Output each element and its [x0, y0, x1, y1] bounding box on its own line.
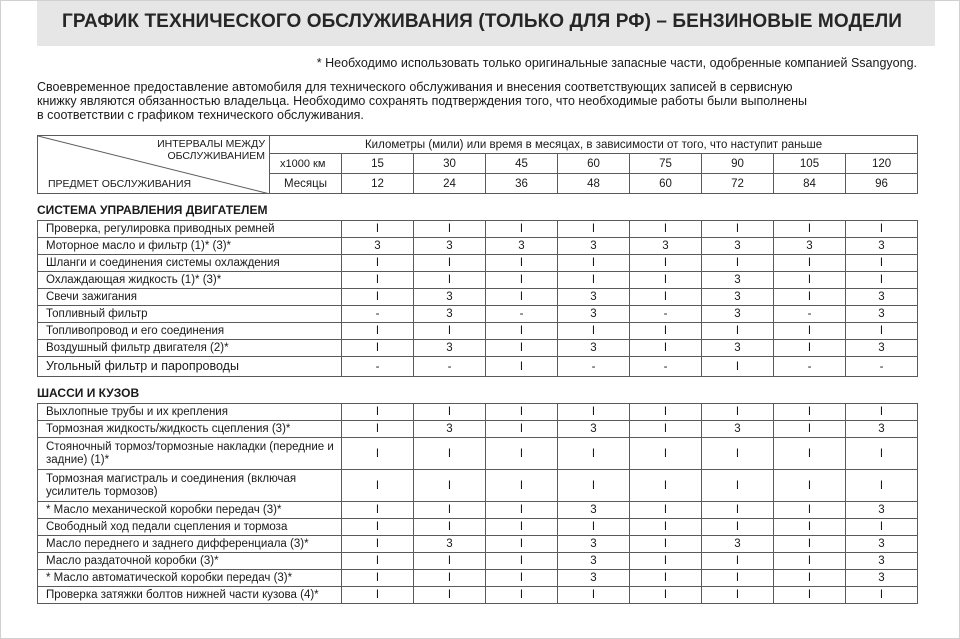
schedule-cell: I — [774, 570, 846, 587]
schedule-cell: I — [630, 404, 702, 421]
schedule-cell: I — [702, 470, 774, 502]
intro-line: книжку являются обязанностью владельца. Необходимо сохранять подтверждения того, что необходимые работы были выполнены — [37, 94, 807, 108]
schedule-cell: 3 — [342, 238, 414, 255]
schedule-cell: 3 — [558, 502, 630, 519]
schedule-cell: - — [558, 357, 630, 377]
schedule-cell: 3 — [846, 306, 918, 323]
maintenance-item: Шланги и соединения системы охлаждения — [38, 255, 342, 272]
schedule-cell: I — [558, 323, 630, 340]
schedule-cell: I — [342, 421, 414, 438]
schedule-cell: I — [342, 570, 414, 587]
schedule-cell: I — [486, 221, 558, 238]
schedule-cell: 3 — [558, 536, 630, 553]
schedule-cell: 3 — [558, 553, 630, 570]
title-bar — [37, 0, 935, 46]
schedule-cell: I — [630, 289, 702, 306]
schedule-cell: I — [342, 438, 414, 470]
schedule-cell: I — [702, 519, 774, 536]
table-row — [38, 255, 918, 272]
schedule-cell: - — [774, 306, 846, 323]
month-interval-cell: 24 — [414, 174, 486, 194]
schedule-cell: I — [486, 553, 558, 570]
km-interval-cell: 105 — [774, 154, 846, 174]
maintenance-item: * Масло автоматической коробки передач (3)* — [38, 570, 342, 587]
schedule-cell: 3 — [414, 306, 486, 323]
maintenance-item: Охлаждающая жидкость (1)* (3)* — [38, 272, 342, 289]
schedule-cell: I — [630, 570, 702, 587]
schedule-cell: I — [630, 221, 702, 238]
table-row — [38, 272, 918, 289]
schedule-cell: I — [774, 255, 846, 272]
schedule-cell: I — [630, 438, 702, 470]
schedule-cell: I — [774, 221, 846, 238]
table-row — [38, 502, 918, 519]
km-unit-label: x1000 км — [270, 154, 342, 174]
schedule-cell: I — [486, 289, 558, 306]
maintenance-item: Тормозная жидкость/жидкость сцепления (3)* — [38, 421, 342, 438]
maintenance-item: Свечи зажигания — [38, 289, 342, 306]
schedule-cell: 3 — [630, 238, 702, 255]
table-row — [38, 221, 918, 238]
maintenance-item: Топливопровод и его соединения — [38, 323, 342, 340]
maintenance-item: Топливный фильтр — [38, 306, 342, 323]
intro-line: Своевременное предоставление автомобиля для технического обслуживания и внесения соответствующих записей в сервисную — [37, 80, 793, 94]
schedule-cell: I — [486, 404, 558, 421]
schedule-cell: I — [486, 357, 558, 377]
schedule-cell: I — [342, 340, 414, 357]
km-interval-cell: 75 — [630, 154, 702, 174]
maintenance-item: Проверка затяжки болтов нижней части кузова (4)* — [38, 587, 342, 604]
schedule-cell: I — [702, 404, 774, 421]
maintenance-item: Масло переднего и заднего дифференциала (3)* — [38, 536, 342, 553]
schedule-cell: - — [630, 357, 702, 377]
schedule-cell: I — [414, 502, 486, 519]
schedule-cell: I — [414, 587, 486, 604]
intervals-label: ИНТЕРВАЛЫ МЕЖДУ ОБСЛУЖИВАНИЕМ — [157, 138, 265, 162]
schedule-cell: I — [342, 255, 414, 272]
schedule-cell: I — [414, 323, 486, 340]
km-interval-cell: 90 — [702, 154, 774, 174]
schedule-cell: I — [342, 289, 414, 306]
maintenance-item: Стояночный тормоз/тормозные накладки (передние и задние) (1)* — [38, 438, 342, 470]
table-row — [38, 357, 918, 377]
schedule-cell: I — [414, 570, 486, 587]
schedule-cell: I — [486, 519, 558, 536]
schedule-cell: I — [414, 553, 486, 570]
schedule-cell: I — [774, 587, 846, 604]
schedule-cell: I — [774, 289, 846, 306]
maintenance-item: Масло раздаточной коробки (3)* — [38, 553, 342, 570]
table-row — [38, 570, 918, 587]
schedule-cell: 3 — [846, 289, 918, 306]
section-title-engine: СИСТЕМА УПРАВЛЕНИЯ ДВИГАТЕЛЕМ — [37, 203, 268, 217]
page-title: ГРАФИК ТЕХНИЧЕСКОГО ОБСЛУЖИВАНИЯ (ТОЛЬКО ДЛЯ РФ) – БЕНЗИНОВЫЕ МОДЕЛИ — [62, 11, 903, 32]
schedule-cell: 3 — [702, 238, 774, 255]
schedule-cell: 3 — [558, 289, 630, 306]
month-interval-cell: 72 — [702, 174, 774, 194]
schedule-cell: I — [846, 404, 918, 421]
schedule-cell: I — [342, 470, 414, 502]
table-row — [38, 553, 918, 570]
schedule-cell: I — [846, 519, 918, 536]
schedule-cell: I — [630, 470, 702, 502]
maintenance-item: Свободный ход педали сцепления и тормоза — [38, 519, 342, 536]
schedule-cell: I — [342, 553, 414, 570]
schedule-cell: I — [846, 438, 918, 470]
table-row — [38, 536, 918, 553]
schedule-cell: I — [702, 357, 774, 377]
schedule-cell: I — [630, 502, 702, 519]
month-interval-cell: 48 — [558, 174, 630, 194]
schedule-cell: I — [774, 536, 846, 553]
maintenance-item: Воздушный фильтр двигателя (2)* — [38, 340, 342, 357]
intro-line: в соответствии с графиком технического обслуживания. — [37, 108, 364, 122]
schedule-cell: 3 — [846, 238, 918, 255]
schedule-cell: I — [630, 519, 702, 536]
month-interval-cell: 96 — [846, 174, 918, 194]
schedule-cell: I — [558, 221, 630, 238]
schedule-cell: 3 — [558, 306, 630, 323]
schedule-cell: - — [774, 357, 846, 377]
schedule-cell: - — [342, 357, 414, 377]
schedule-cell: I — [846, 272, 918, 289]
item-label: ПРЕДМЕТ ОБСЛУЖИВАНИЯ — [48, 178, 192, 190]
schedule-cell: I — [774, 502, 846, 519]
chassis-schedule-table — [37, 403, 918, 604]
schedule-cell: 3 — [846, 570, 918, 587]
schedule-cell: I — [774, 404, 846, 421]
schedule-cell: I — [486, 587, 558, 604]
schedule-cell: - — [486, 306, 558, 323]
table-row — [38, 438, 918, 470]
schedule-cell: I — [486, 272, 558, 289]
schedule-cell: I — [414, 221, 486, 238]
table-row — [38, 404, 918, 421]
intro-paragraph — [37, 80, 917, 122]
schedule-cell: - — [342, 306, 414, 323]
table-row — [38, 289, 918, 306]
schedule-cell: I — [486, 421, 558, 438]
schedule-cell: I — [774, 470, 846, 502]
schedule-cell: 3 — [702, 306, 774, 323]
schedule-cell: I — [846, 587, 918, 604]
schedule-cell: I — [630, 421, 702, 438]
header-corner-cell — [38, 136, 270, 194]
schedule-cell: 3 — [774, 238, 846, 255]
schedule-cell: I — [342, 502, 414, 519]
schedule-cell: 3 — [414, 536, 486, 553]
schedule-cell: I — [342, 221, 414, 238]
schedule-cell: I — [558, 587, 630, 604]
km-interval-cell: 120 — [846, 154, 918, 174]
table-row — [38, 587, 918, 604]
table-row — [38, 470, 918, 502]
maintenance-item: Тормозная магистраль и соединения (включая усилитель тормозов) — [38, 470, 342, 502]
schedule-cell: I — [558, 255, 630, 272]
schedule-cell: I — [774, 553, 846, 570]
schedule-cell: 3 — [702, 340, 774, 357]
schedule-cell: I — [846, 255, 918, 272]
schedule-cell: I — [486, 438, 558, 470]
schedule-cell: I — [414, 470, 486, 502]
schedule-cell: I — [702, 255, 774, 272]
schedule-cell: I — [774, 323, 846, 340]
schedule-cell: I — [342, 587, 414, 604]
engine-schedule-table — [37, 220, 918, 377]
schedule-cell: I — [702, 221, 774, 238]
schedule-header-table — [37, 135, 918, 194]
schedule-cell: I — [414, 272, 486, 289]
km-interval-cell: 45 — [486, 154, 558, 174]
schedule-cell: I — [486, 323, 558, 340]
maintenance-item: Угольный фильтр и паропроводы — [38, 357, 342, 377]
schedule-cell: - — [630, 306, 702, 323]
schedule-cell: 3 — [846, 536, 918, 553]
schedule-cell: 3 — [414, 238, 486, 255]
schedule-cell: 3 — [846, 421, 918, 438]
maintenance-item: Выхлопные трубы и их крепления — [38, 404, 342, 421]
schedule-cell: I — [342, 519, 414, 536]
schedule-cell: 3 — [558, 421, 630, 438]
schedule-cell: I — [846, 221, 918, 238]
schedule-cell: I — [558, 519, 630, 536]
schedule-cell: I — [558, 470, 630, 502]
km-interval-cell: 30 — [414, 154, 486, 174]
maintenance-item: Проверка, регулировка приводных ремней — [38, 221, 342, 238]
schedule-cell: - — [846, 357, 918, 377]
table-row — [38, 340, 918, 357]
schedule-cell: I — [702, 323, 774, 340]
schedule-cell: I — [702, 553, 774, 570]
schedule-cell: I — [342, 323, 414, 340]
schedule-cell: 3 — [414, 289, 486, 306]
schedule-cell: I — [342, 404, 414, 421]
interval-span-label: Километры (мили) или время в месяцах, в зависимости от того, что наступит раньше — [270, 136, 918, 154]
schedule-cell: 3 — [414, 421, 486, 438]
month-interval-cell: 84 — [774, 174, 846, 194]
parts-note: * Необходимо использовать только оригинальные запасные части, одобренные компанией Ssangyong. — [316, 56, 917, 70]
schedule-cell: I — [846, 323, 918, 340]
schedule-cell: I — [846, 470, 918, 502]
maintenance-item: * Масло механической коробки передач (3)* — [38, 502, 342, 519]
schedule-cell: I — [486, 536, 558, 553]
schedule-cell: I — [414, 438, 486, 470]
month-interval-cell: 36 — [486, 174, 558, 194]
section-title-chassis: ШАССИ И КУЗОВ — [37, 386, 140, 400]
schedule-cell: I — [702, 438, 774, 470]
schedule-cell: 3 — [558, 238, 630, 255]
schedule-cell: I — [630, 536, 702, 553]
schedule-cell: I — [774, 438, 846, 470]
schedule-cell: I — [486, 340, 558, 357]
month-interval-cell: 12 — [342, 174, 414, 194]
month-interval-cell: 60 — [630, 174, 702, 194]
schedule-cell: I — [486, 570, 558, 587]
schedule-cell: 3 — [486, 238, 558, 255]
schedule-cell: I — [774, 421, 846, 438]
table-row — [38, 238, 918, 255]
schedule-cell: I — [630, 255, 702, 272]
schedule-cell: I — [414, 519, 486, 536]
schedule-cell: 3 — [846, 502, 918, 519]
schedule-cell: I — [630, 323, 702, 340]
schedule-cell: 3 — [558, 340, 630, 357]
schedule-cell: I — [342, 536, 414, 553]
schedule-cell: 3 — [702, 289, 774, 306]
schedule-cell: I — [558, 438, 630, 470]
maintenance-item: Моторное масло и фильтр (1)* (3)* — [38, 238, 342, 255]
schedule-cell: 3 — [414, 340, 486, 357]
schedule-cell: I — [558, 404, 630, 421]
schedule-cell: I — [630, 553, 702, 570]
km-interval-cell: 15 — [342, 154, 414, 174]
schedule-cell: 3 — [702, 536, 774, 553]
schedule-cell: 3 — [846, 340, 918, 357]
schedule-cell: I — [630, 587, 702, 604]
schedule-cell: I — [774, 272, 846, 289]
schedule-cell: I — [414, 255, 486, 272]
schedule-cell: I — [630, 340, 702, 357]
schedule-cell: 3 — [702, 421, 774, 438]
schedule-cell: - — [414, 357, 486, 377]
schedule-cell: I — [414, 404, 486, 421]
schedule-cell: I — [486, 470, 558, 502]
schedule-cell: I — [702, 502, 774, 519]
schedule-cell: I — [774, 340, 846, 357]
schedule-cell: I — [702, 587, 774, 604]
table-row — [38, 519, 918, 536]
schedule-cell: I — [702, 570, 774, 587]
schedule-cell: I — [342, 272, 414, 289]
months-unit-label: Месяцы — [270, 174, 342, 194]
schedule-cell: 3 — [702, 272, 774, 289]
schedule-cell: I — [486, 502, 558, 519]
table-row — [38, 323, 918, 340]
km-interval-cell: 60 — [558, 154, 630, 174]
schedule-cell: 3 — [558, 570, 630, 587]
schedule-cell: I — [774, 519, 846, 536]
schedule-cell: 3 — [846, 553, 918, 570]
schedule-cell: I — [558, 272, 630, 289]
schedule-cell: I — [630, 272, 702, 289]
table-row — [38, 421, 918, 438]
table-row — [38, 306, 918, 323]
schedule-cell: I — [486, 255, 558, 272]
